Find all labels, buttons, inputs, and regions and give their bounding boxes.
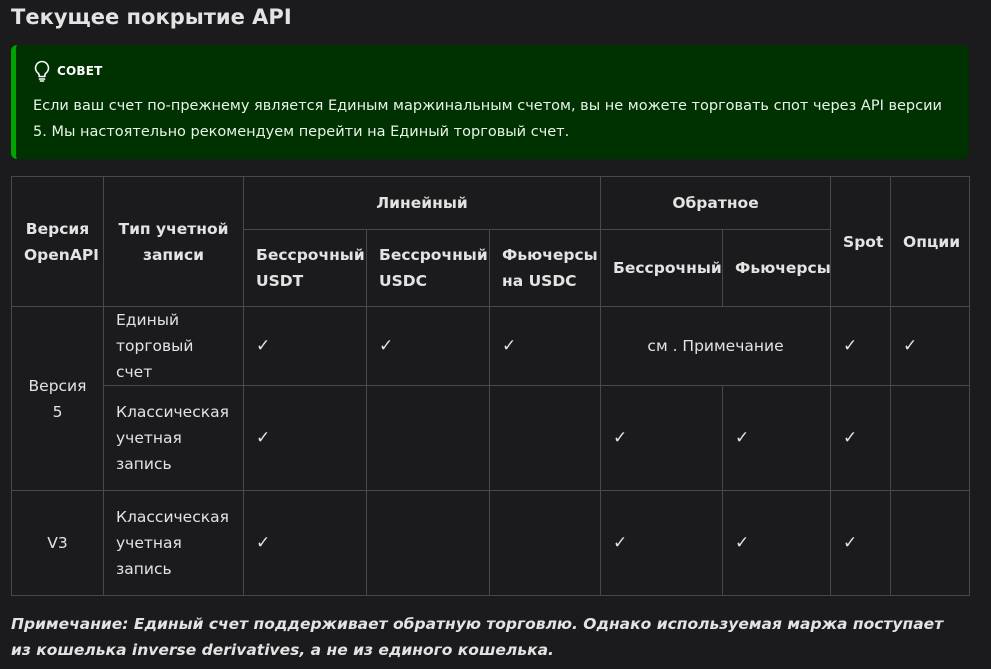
header-linear-usdt-perp: Бессрочный USDT: [244, 230, 367, 307]
table-header-row: [12, 177, 970, 230]
check-mark: ✓: [601, 491, 723, 596]
check-mark: ✓: [891, 307, 970, 386]
header-version: Версия OpenAPI: [12, 177, 104, 307]
table-row: [12, 386, 970, 491]
check-mark: ✓: [831, 386, 891, 491]
api-coverage-table: [11, 176, 970, 596]
check-mark: ✓: [723, 386, 831, 491]
header-spot: Spot: [831, 177, 891, 307]
empty-cell: [891, 386, 970, 491]
header-options: Опции: [891, 177, 970, 307]
header-linear-usdc-perp: Бессрочный USDC: [367, 230, 490, 307]
api-coverage-table-wrapper: [11, 176, 970, 596]
check-mark: ✓: [601, 386, 723, 491]
header-inverse-futures: Фьючерсы: [723, 230, 831, 307]
check-mark: ✓: [244, 491, 367, 596]
check-mark: ✓: [244, 386, 367, 491]
table-row: [12, 491, 970, 596]
version-cell: Версия 5: [12, 307, 104, 491]
empty-cell: [490, 491, 601, 596]
check-mark: ✓: [723, 491, 831, 596]
footnote: Примечание: Единый счет поддерживает обратную торговлю. Однако используемая маржа поступает из кошелька inverse derivatives, а не из единого кошелька.: [11, 615, 944, 659]
account-cell: Классическая учетная запись: [104, 491, 244, 596]
header-linear: Линейный: [244, 177, 601, 230]
page-title: Текущее покрытие API: [11, 5, 292, 29]
empty-cell: [490, 386, 601, 491]
account-cell: Единый торговый счет: [104, 307, 244, 386]
empty-cell: [891, 491, 970, 596]
check-mark: ✓: [831, 307, 891, 386]
empty-cell: [367, 491, 490, 596]
header-inverse-perp: Бессрочный: [601, 230, 723, 307]
tip-text: Если ваш счет по-прежнему является Единым маржинальным счетом, вы не можете торговать спот через API версии 5. Мы настоятельно рекомендуем перейти на Единый торговый счет.: [33, 98, 942, 140]
tip-admonition: [11, 45, 969, 159]
check-mark: ✓: [831, 491, 891, 596]
account-cell: Классическая учетная запись: [104, 386, 244, 491]
check-mark: ✓: [244, 307, 367, 386]
tip-label: СОВЕТ: [57, 64, 103, 78]
check-mark: ✓: [490, 307, 601, 386]
tip-heading: [33, 59, 953, 83]
see-note-link[interactable]: см . Примечание: [601, 307, 831, 386]
lightbulb-icon: [33, 60, 51, 82]
table-row: [12, 307, 970, 386]
empty-cell: [367, 386, 490, 491]
header-linear-usdc-futures: Фьючерсы на USDC: [490, 230, 601, 307]
header-inverse: Обратное: [601, 177, 831, 230]
header-account-type: Тип учетной записи: [104, 177, 244, 307]
version-cell: V3: [12, 491, 104, 596]
check-mark: ✓: [367, 307, 490, 386]
